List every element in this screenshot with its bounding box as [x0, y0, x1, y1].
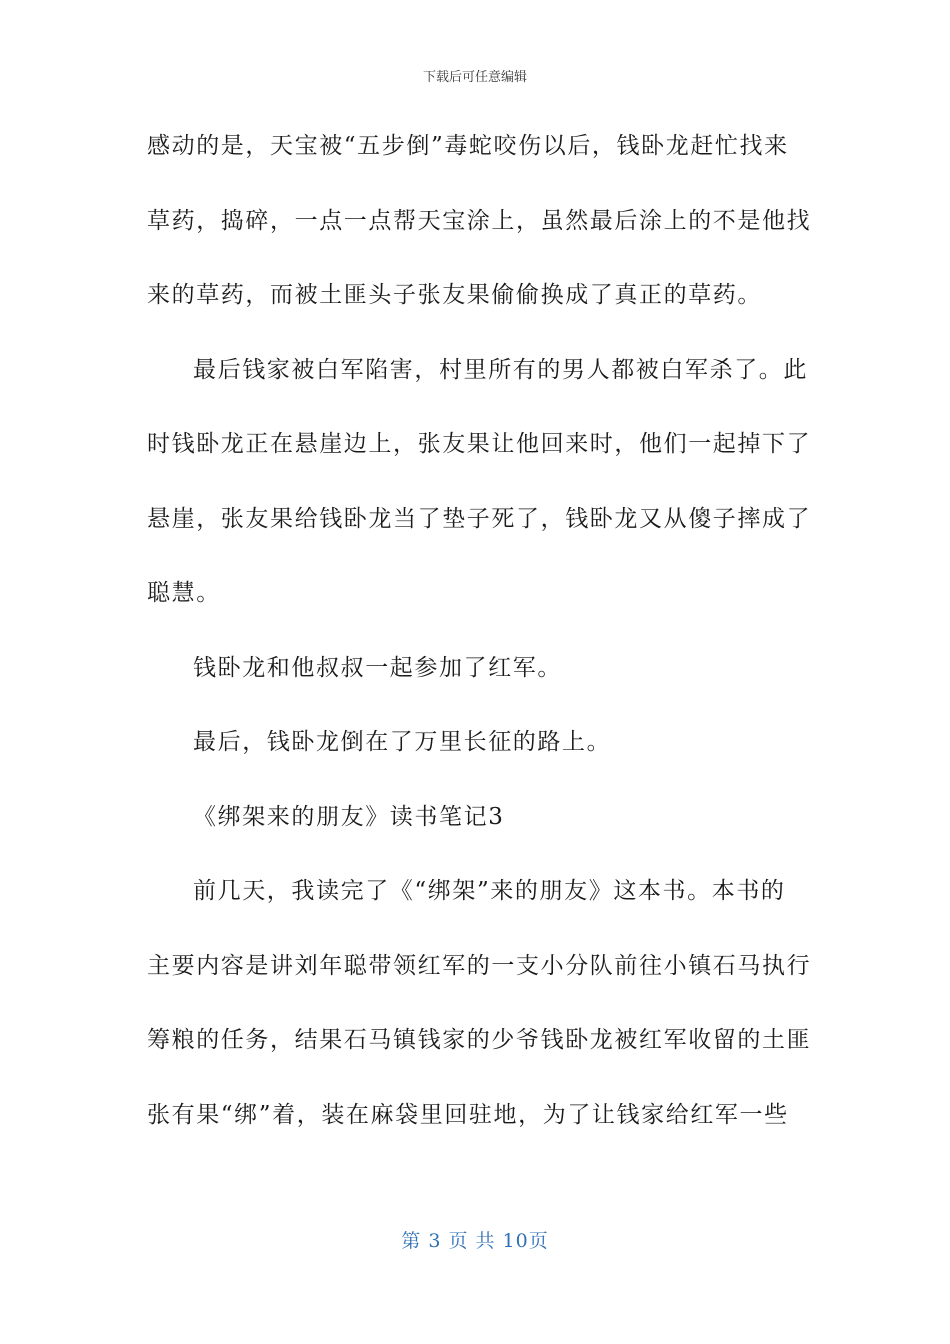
text-line: 前几天，我读完了《“绑架”来的朋友》这本书。本书的: [193, 878, 786, 904]
page-header: 下载后可任意编辑: [422, 70, 527, 85]
text-line: 聪慧。: [147, 580, 221, 606]
text-line: 感动的是，天宝被“五步倒”毒蛇咬伤以后，钱卧龙赶忙找来: [147, 133, 789, 159]
text-line: 草药，捣碎，一点一点帮天宝涂上，虽然最后涂上的不是他找: [147, 207, 812, 234]
document-body: [147, 121, 812, 1164]
text-line: 悬崖，张友果给钱卧龙当了垫子死了，钱卧龙又从傻子摔成了: [147, 505, 812, 532]
text-line: 钱卧龙和他叔叔一起参加了红军。: [193, 654, 562, 681]
text-line: 筹粮的任务，结果石马镇钱家的少爷钱卧龙被红军收留的土匪: [147, 1027, 812, 1053]
text-line: 来的草药，而被土匪头子张友果偷偷换成了真正的草药。: [147, 282, 762, 308]
section-heading: 《绑架来的朋友》读书笔记3: [193, 803, 505, 830]
text-line: 时钱卧龙正在悬崖边上，张友果让他回来时，他们一起掉下了: [147, 431, 812, 457]
page-number-footer: 第 3 页 共 10页: [401, 1230, 549, 1252]
text-line: 张有果“绑”着，装在麻袋里回驻地，为了让钱家给红军一些: [147, 1101, 789, 1128]
text-line: 最后钱家被白军陷害，村里所有的男人都被白军杀了。此: [193, 356, 808, 383]
text-line: 最后，钱卧龙倒在了万里长征的路上。: [193, 729, 612, 755]
text-line: 主要内容是讲刘年聪带领红军的一支小分队前往小镇石马执行: [147, 952, 812, 979]
